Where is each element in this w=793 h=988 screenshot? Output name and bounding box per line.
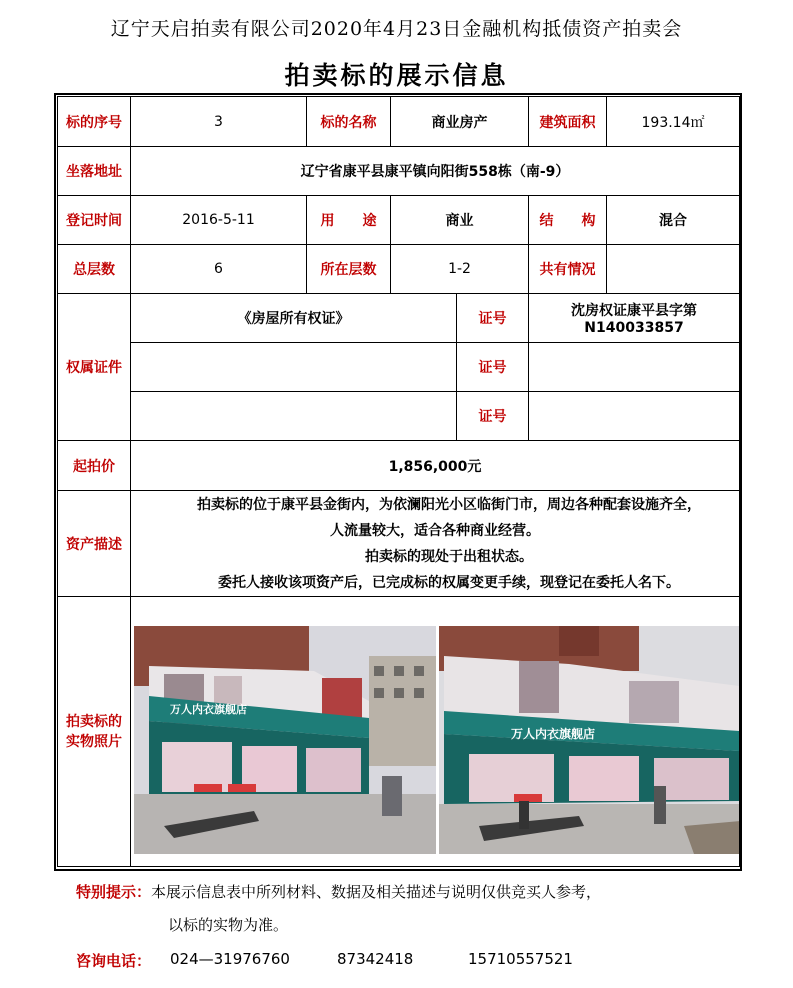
- value-name: 商业房产: [391, 97, 529, 147]
- label-photos: [58, 597, 131, 867]
- value-cert-type: 《房屋所有权证》: [131, 294, 457, 343]
- info-table: [57, 96, 740, 867]
- value-cert-no-3: [529, 392, 740, 441]
- sign-text-right: 万人内衣旗舰店: [511, 727, 596, 741]
- label-address: 坐落地址: [58, 147, 131, 196]
- value-total-floors: 6: [131, 245, 307, 294]
- notice-text-2: 以标的实物为准。: [168, 916, 289, 934]
- value-address: 辽宁省康平县康平镇向阳街558栋（南-9）: [131, 147, 740, 196]
- value-reg-time: 2016-5-11: [131, 196, 307, 245]
- value-start-price: 1,856,000元: [131, 441, 740, 491]
- value-cert-no-2: [529, 343, 740, 392]
- value-cert-type-3: [131, 392, 457, 441]
- label-cert-no-2: 证号: [457, 343, 529, 392]
- label-total-floors: 总层数: [58, 245, 131, 294]
- notice-line-1: [76, 881, 601, 902]
- label-floor: 所在层数: [307, 245, 391, 294]
- label-reg-time: 登记时间: [58, 196, 131, 245]
- phone-3: 15710557521: [468, 950, 573, 968]
- sign-text-left: 万人内衣旗舰店: [170, 703, 247, 716]
- label-start-price: 起拍价: [58, 441, 131, 491]
- label-photos-line-1: 拍卖标的: [66, 713, 122, 730]
- desc-line-2: 人流量较大，适合各种商业经营。: [330, 522, 540, 539]
- label-area: 建筑面积: [529, 97, 607, 147]
- label-shared: 共有情况: [529, 245, 607, 294]
- label-photos-line-2: 实物照片: [66, 733, 122, 750]
- desc-line-4: 委托人接收该项资产后，已完成标的权属变更手续，现登记在委托人名下。: [218, 574, 680, 591]
- label-cert-no-1: 证号: [457, 294, 529, 343]
- value-shared: [607, 245, 740, 294]
- value-structure: 混合: [607, 196, 740, 245]
- label-asset-desc: 资产描述: [58, 491, 131, 597]
- desc-line-1: 拍卖标的位于康平县金街内，为依澜阳光小区临街门市，周边各种配套设施齐全，: [197, 496, 701, 513]
- phone-line: [76, 950, 151, 971]
- value-cert-no: 沈房权证康平县字第N140033857: [529, 294, 740, 343]
- header-title: 辽宁天启拍卖有限公司2020年4月23日金融机构抵债资产拍卖会: [110, 18, 683, 40]
- photo-storefront-left: [134, 626, 436, 854]
- notice-label: 特别提示：: [76, 883, 152, 901]
- label-ownership: 权属证件: [58, 294, 131, 441]
- notice-text-1: 本展示信息表中所列材料、数据及相关描述与说明仅供竞买人参考，: [151, 883, 602, 901]
- value-floor: 1-2: [391, 245, 529, 294]
- asset-description: [131, 491, 740, 597]
- value-area: 193.14㎡: [607, 97, 740, 147]
- photos-cell: [131, 597, 740, 867]
- phone-label: 咨询电话：: [76, 952, 152, 970]
- value-usage: 商业: [391, 196, 529, 245]
- label-usage: 用 途: [307, 196, 391, 245]
- phone-2: 87342418: [337, 950, 414, 968]
- label-cert-no-3: 证号: [457, 392, 529, 441]
- photo-storefront-right: [439, 626, 740, 854]
- phone-1: 024—31976760: [170, 950, 290, 968]
- page-title: 拍卖标的展示信息: [284, 61, 509, 90]
- value-seq: 3: [131, 97, 307, 147]
- label-seq: 标的序号: [58, 97, 131, 147]
- label-name: 标的名称: [307, 97, 391, 147]
- label-structure: 结 构: [529, 196, 607, 245]
- desc-line-3: 拍卖标的现处于出租状态。: [365, 548, 533, 565]
- value-cert-type-2: [131, 343, 457, 392]
